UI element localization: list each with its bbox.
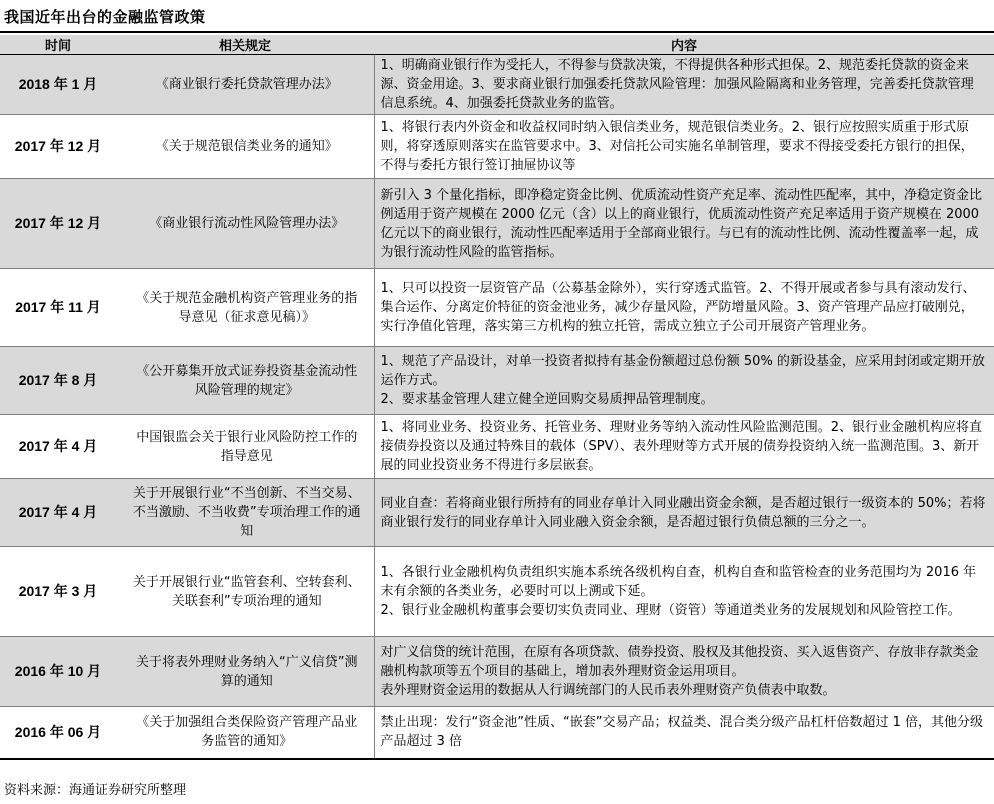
table-row [0,347,994,415]
row-regulation: 关于开展银行业“不当创新、不当交易、不当激励、不当收费”专项治理工作的通知 [116,479,374,547]
row-time: 2017 年 12 月 [0,179,116,269]
header-time: 时间 [0,35,116,55]
table-row [0,55,994,115]
table-row [0,269,994,347]
row-content: 1、明确商业银行作为受托人，不得参与贷款决策，不得提供各种形式担保。2、规范委托贷款的资金来源、资金用途。3、要求商业银行加强委托贷款风险管理：加强风险隔离和业务管理，完善委托贷款管理信息系统。4、加强委托贷款业务的监管。 [374,55,994,115]
table-header-row [0,35,994,55]
table-row [0,479,994,547]
row-regulation: 《关于规范银信类业务的通知》 [116,115,374,179]
row-content: 1、将银行表内外资金和收益权同时纳入银信类业务，规范银信类业务。2、银行应按照实质重于形式原则，将穿透原则落实在监管要求中。3、对信托公司实施名单制管理，要求不得接受委托方银行的担保，不得与委托方银行签订抽屉协议等 [374,115,994,179]
header-regulation: 相关规定 [116,35,374,55]
row-regulation: 关于开展银行业“监管套利、空转套利、关联套利”专项治理的通知 [116,547,374,637]
row-regulation: 《商业银行流动性风险管理办法》 [116,179,374,269]
row-regulation: 关于将表外理财业务纳入“广义信贷”测算的通知 [116,637,374,707]
row-time: 2017 年 4 月 [0,479,116,547]
table-row [0,707,994,759]
row-time: 2018 年 1 月 [0,55,116,115]
header-content: 内容 [374,35,994,55]
row-time: 2017 年 4 月 [0,415,116,479]
row-time: 2017 年 8 月 [0,347,116,415]
row-content: 同业自查：若将商业银行所持有的同业存单计入同业融出资金余额，是否超过银行一级资本的 50%；若将商业银行发行的同业存单计入同业融入资金余额，是否超过银行负债总额的三分之一。 [374,479,994,547]
row-regulation: 《商业银行委托贷款管理办法》 [116,55,374,115]
row-regulation: 《关于规范金融机构资产管理业务的指导意见（征求意见稿）》 [116,269,374,347]
row-regulation: 《关于加强组合类保险资产管理产品业务监管的通知》 [116,707,374,759]
row-content: 1、各银行业金融机构负责组织实施本系统各级机构自查，机构自查和监管检查的业务范围均为 2016 年末有余额的各类业务，必要时可以上溯或下延。 2、银行业金融机构董事会要切实负责同业、理财（资管）等通道类业务的发展规划和风险管控工作。 [374,547,994,637]
policy-table [0,35,994,760]
row-content: 对广义信贷的统计范围，在原有各项贷款、债券投资、股权及其他投资、买入返售资产、存放非存款类金融机构款项等五个项目的基础上，增加表外理财资金运用项目。 表外理财资金运用的数据从人行调统部门的人民币表外理财资产负债表中取数。 [374,637,994,707]
table-row [0,547,994,637]
row-regulation: 《公开募集开放式证券投资基金流动性风险管理的规定》 [116,347,374,415]
source-note: 资料来源：海通证券研究所整理 [4,783,187,798]
table-row [0,115,994,179]
table-row [0,179,994,269]
top-divider [0,31,994,33]
row-regulation: 中国银监会关于银行业风险防控工作的指导意见 [116,415,374,479]
row-content: 1、只可以投资一层资管产品（公募基金除外），实行穿透式监管。2、不得开展或者参与具有滚动发行、集合运作、分离定价特征的资金池业务，减少存量风险，严防增量风险。3、资产管理产品应打破刚兑，实行净值化管理，落实第三方机构的独立托管，需成立独立子公司开展资产管理业务。 [374,269,994,347]
row-time: 2016 年 06 月 [0,707,116,759]
row-time: 2017 年 3 月 [0,547,116,637]
row-content: 1、将同业业务、投资业务、托管业务、理财业务等纳入流动性风险监测范围。2、银行业金融机构应将直接债券投资以及通过特殊目的载体（SPV）、表外理财等方式开展的债券投资纳入统一监测范围。3、新开展的同业投资业务不得进行多层嵌套。 [374,415,994,479]
table-row [0,637,994,707]
row-time: 2016 年 10 月 [0,637,116,707]
row-content: 禁止出现：发行“资金池”性质、“嵌套”交易产品；权益类、混合类分级产品杠杆倍数超过 1 倍，其他分级产品超过 3 倍 [374,707,994,759]
page-title: 我国近年出台的金融监管政策 [4,8,206,26]
row-content: 新引入 3 个量化指标，即净稳定资金比例、优质流动性资产充足率、流动性匹配率，其中，净稳定资金比例适用于资产规模在 2000 亿元（含）以上的商业银行，优质流动性资产充足率适用于资产规模在 2000 亿元以下的商业银行，流动性匹配率适用于全部商业银行。与已有的流动性比例、流动性覆盖率一起，成为银行流动性风险的监管指标。 [374,179,994,269]
row-content: 1、规范了产品设计，对单一投资者拟持有基金份额超过总份额 50% 的新设基金，应采用封闭或定期开放运作方式。 2、要求基金管理人建立健全逆回购交易质押品管理制度。 [374,347,994,415]
row-time: 2017 年 11 月 [0,269,116,347]
table-row [0,415,994,479]
row-time: 2017 年 12 月 [0,115,116,179]
